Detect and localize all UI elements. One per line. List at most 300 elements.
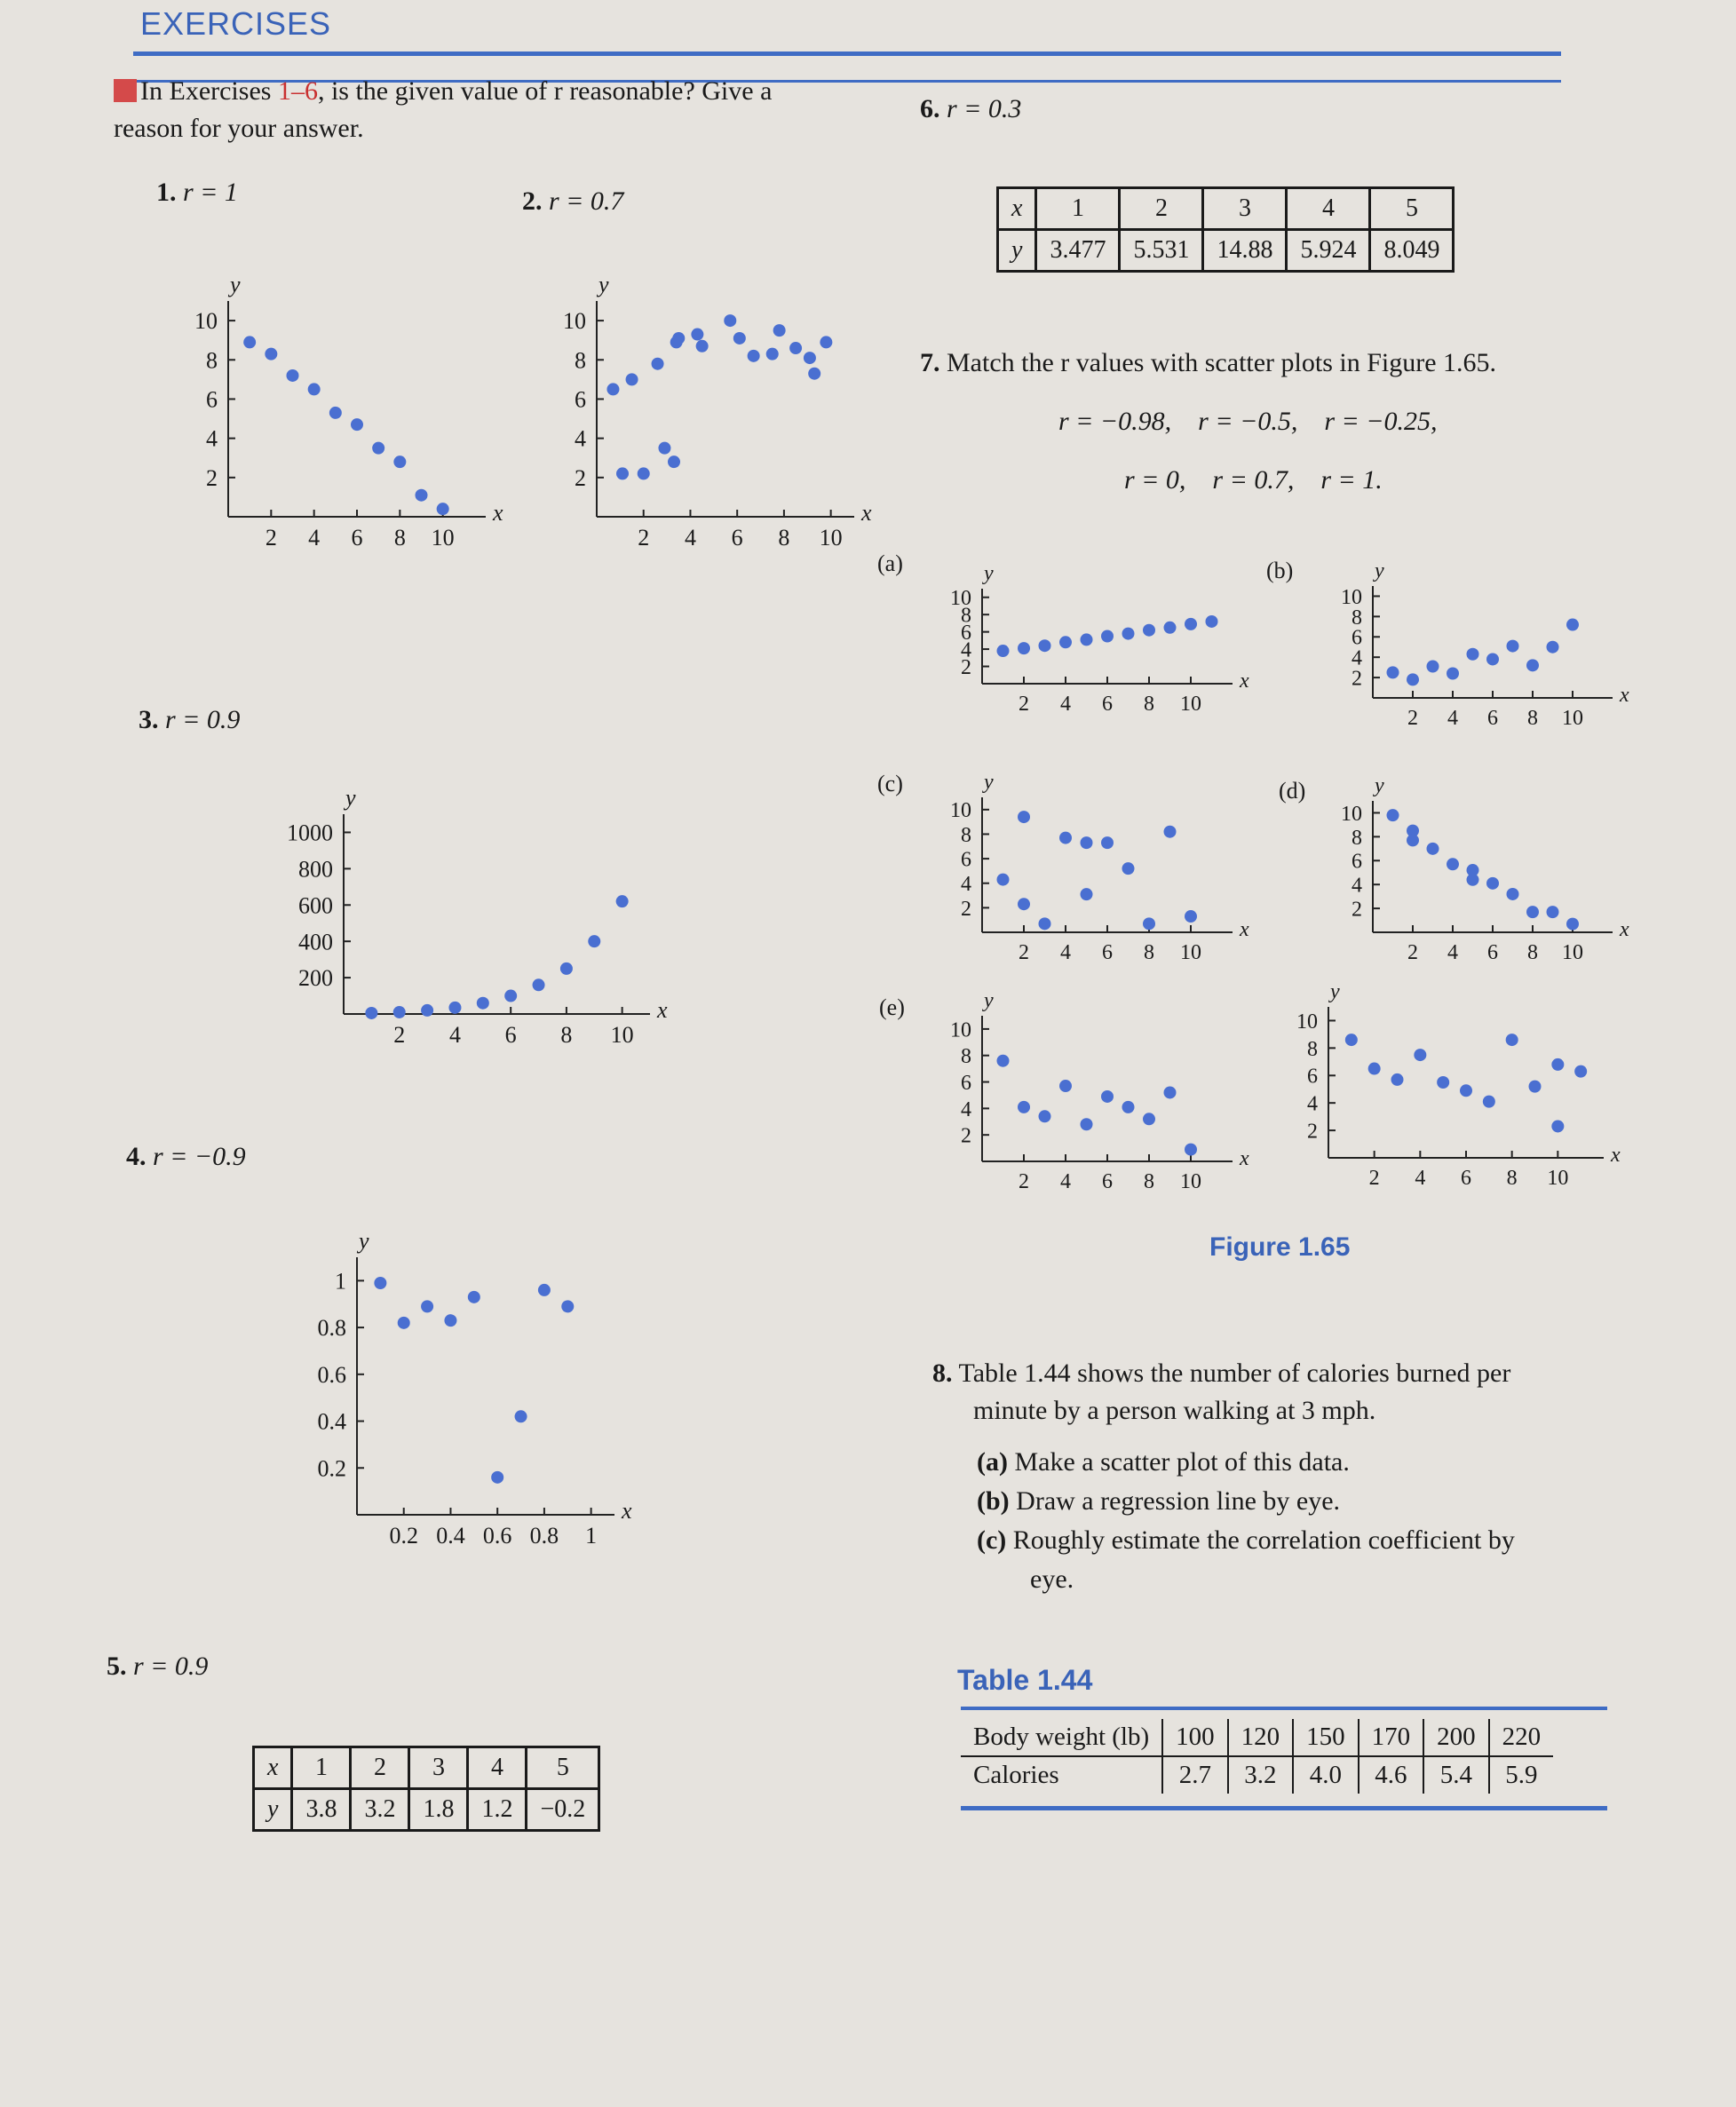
plot-ex1-x-tick-label: 8 bbox=[393, 525, 406, 551]
plot-ex2-point bbox=[733, 332, 746, 345]
plot-ex3-x-tick-label: 4 bbox=[448, 1022, 461, 1048]
ex5-x-cell: 3 bbox=[409, 1747, 468, 1789]
plot-ex1-point bbox=[308, 383, 321, 395]
plot-a-point bbox=[1018, 642, 1030, 654]
plot-ex2-point bbox=[808, 368, 820, 380]
plot-b-y-tick-label: 6 bbox=[1352, 626, 1362, 650]
plot-ex2-point bbox=[748, 350, 760, 362]
plot-ex2-point bbox=[789, 342, 802, 354]
plot-ex1-x-tick-label: 4 bbox=[308, 525, 321, 551]
plot-e-point bbox=[997, 1055, 1010, 1067]
plot-ex4-point bbox=[561, 1300, 574, 1312]
plot-b-x-tick-label: 10 bbox=[1562, 707, 1583, 730]
plot-ex2-point bbox=[724, 314, 736, 327]
plot-ex3-y-tick-label: 800 bbox=[298, 856, 333, 883]
ex6-x-cell: 4 bbox=[1287, 188, 1370, 230]
plot-ex2-x-tick-label: 2 bbox=[638, 525, 650, 551]
plot-b-x-axis-label: x bbox=[1620, 684, 1629, 707]
plot-ex1-x-tick-label: 2 bbox=[265, 525, 277, 551]
plot-ex2-point bbox=[670, 336, 683, 348]
plot-f-point bbox=[1574, 1065, 1587, 1078]
plot-ex3-point bbox=[533, 978, 545, 991]
plot-f-y-axis-label: y bbox=[1330, 980, 1340, 1003]
plot-f-y-tick-label: 10 bbox=[1296, 1010, 1318, 1034]
plot-d-x-tick-label: 4 bbox=[1447, 941, 1458, 964]
plot-e-y-tick-label: 8 bbox=[961, 1045, 971, 1069]
plot-ex3-y-tick-label: 600 bbox=[298, 892, 333, 919]
plot-f-y-tick-label: 2 bbox=[1307, 1120, 1318, 1144]
ex5-y-cell: 3.2 bbox=[351, 1789, 409, 1831]
ex7-text: 7. Match the r values with scatter plots in Figure 1.65. bbox=[920, 348, 1497, 377]
plot-ex3-x-tick-label: 2 bbox=[393, 1022, 406, 1048]
table-caption: Table 1.44 bbox=[957, 1664, 1093, 1696]
plot-ex4-point bbox=[515, 1410, 527, 1422]
ex6-y-cell: 8.049 bbox=[1370, 230, 1454, 272]
plot-ex2-point bbox=[820, 336, 832, 348]
plot-ex4-point bbox=[398, 1317, 410, 1329]
plot-c-point bbox=[1122, 862, 1135, 875]
panel-label-c: (c) bbox=[877, 771, 903, 796]
plot-ex2-point bbox=[652, 358, 664, 370]
plot-b-point bbox=[1507, 640, 1519, 653]
plot-c-x-tick-label: 10 bbox=[1180, 941, 1201, 964]
plot-ex2-x-tick-label: 4 bbox=[684, 525, 696, 551]
plot-ex3-y-tick-label: 1000 bbox=[287, 820, 333, 846]
plot-b-x-tick-label: 8 bbox=[1527, 707, 1538, 730]
plot-a-point bbox=[1206, 615, 1218, 628]
plot-b-x-tick-label: 6 bbox=[1487, 707, 1498, 730]
plot-ex3-point bbox=[504, 990, 517, 1002]
plot-ex3-point bbox=[560, 962, 573, 975]
ex5-y-cell: −0.2 bbox=[527, 1789, 599, 1831]
plot-ex2-y-tick-label: 4 bbox=[575, 425, 586, 452]
plot-f-point bbox=[1414, 1049, 1426, 1061]
plot-ex2-point bbox=[658, 442, 670, 455]
ex7-r-values-2: r = 0, r = 0.7, r = 1. bbox=[1124, 465, 1383, 495]
plot-a-point bbox=[1122, 628, 1135, 640]
plot-ex3-point bbox=[448, 1002, 461, 1014]
plot-ex1-point bbox=[329, 407, 342, 419]
plot-ex1-point bbox=[243, 336, 256, 348]
panel-label-d: (d) bbox=[1279, 778, 1306, 804]
calorie-cell: 5.9 bbox=[1489, 1756, 1554, 1794]
plot-f-point bbox=[1483, 1096, 1495, 1108]
plot-c-point bbox=[1059, 832, 1072, 844]
plot-b-point bbox=[1447, 668, 1459, 680]
plot-f-point bbox=[1460, 1084, 1472, 1097]
plot-ex1-x-axis-label: x bbox=[493, 500, 503, 526]
plot-ex1-point bbox=[372, 442, 384, 455]
plot-ex3-point bbox=[365, 1007, 377, 1019]
plot-ex4-point bbox=[374, 1277, 386, 1289]
plot-ex3-x-tick-label: 6 bbox=[504, 1022, 517, 1048]
plot-f-point bbox=[1345, 1034, 1358, 1046]
plot-a-point bbox=[1039, 639, 1051, 652]
plot-ex4-y-tick-label: 0.6 bbox=[317, 1361, 346, 1388]
ex2-label: 2. r = 0.7 bbox=[522, 186, 624, 216]
calorie-cell: 3.2 bbox=[1228, 1756, 1294, 1794]
plot-ex4-y-tick-label: 1 bbox=[335, 1268, 346, 1295]
plot-ex3-y-tick-label: 200 bbox=[298, 965, 333, 992]
plot-e-y-tick-label: 4 bbox=[961, 1097, 971, 1121]
plot-c-y-tick-label: 2 bbox=[961, 897, 971, 921]
plot-ex2-x-tick-label: 10 bbox=[819, 525, 843, 551]
ex6-x-cell: 3 bbox=[1203, 188, 1287, 230]
plot-b-point bbox=[1387, 666, 1399, 678]
plot-ex3-x-tick-label: 8 bbox=[560, 1022, 573, 1048]
plot-e-point bbox=[1143, 1113, 1155, 1125]
plot-b-point bbox=[1566, 619, 1579, 631]
plot-ex4-x-tick-label: 0.4 bbox=[436, 1523, 465, 1549]
table-top-rule bbox=[961, 1707, 1607, 1710]
table-1-44 bbox=[961, 1719, 1553, 1794]
plot-d-point bbox=[1447, 858, 1459, 870]
plot-ex4-x-tick-label: 0.6 bbox=[482, 1523, 512, 1549]
plot-f-x-tick-label: 2 bbox=[1368, 1167, 1380, 1190]
panel-label-b: (b) bbox=[1266, 558, 1294, 583]
plot-e-point bbox=[1164, 1086, 1177, 1098]
plot-ex3-point bbox=[477, 997, 489, 1010]
plot-ex4-x-tick-label: 1 bbox=[585, 1523, 598, 1549]
plot-f-point bbox=[1437, 1076, 1449, 1089]
plot-a-y-tick-label: 4 bbox=[961, 638, 971, 662]
plot-b-point bbox=[1526, 659, 1539, 671]
exercise-range-link[interactable]: 1–6 bbox=[277, 76, 318, 106]
plot-d-y-tick-label: 6 bbox=[1352, 850, 1362, 874]
plot-ex2-x-tick-label: 8 bbox=[778, 525, 790, 551]
plot-c-point bbox=[1143, 917, 1155, 930]
plot-d-x-tick-label: 6 bbox=[1487, 941, 1498, 964]
row-label-calories: Calories bbox=[973, 1761, 1059, 1789]
plot-c-point bbox=[1185, 910, 1197, 923]
plot-a-point bbox=[1164, 622, 1177, 634]
plot-ex1-point bbox=[351, 418, 363, 431]
calorie-cell: 4.6 bbox=[1359, 1756, 1424, 1794]
plot-b-point bbox=[1467, 648, 1479, 661]
ex6-y-cell: 3.477 bbox=[1036, 230, 1120, 272]
plot-c-point bbox=[1081, 836, 1093, 849]
plot-e-x-tick-label: 2 bbox=[1019, 1170, 1029, 1193]
weight-cell: 220 bbox=[1489, 1719, 1554, 1756]
plot-ex4-point bbox=[538, 1284, 551, 1296]
plot-f-y-tick-label: 4 bbox=[1307, 1092, 1318, 1116]
plot-f-x-tick-label: 4 bbox=[1415, 1167, 1426, 1190]
ex7-r-values-1: r = −0.98, r = −0.5, r = −0.25, bbox=[1058, 407, 1438, 436]
plot-ex2-y-tick-label: 2 bbox=[575, 464, 586, 491]
plot-a-point bbox=[1059, 636, 1072, 648]
ex6-y-cell: 5.531 bbox=[1120, 230, 1203, 272]
plot-b-y-axis-label: y bbox=[1375, 559, 1384, 582]
plot-ex1-y-tick-label: 8 bbox=[206, 347, 218, 374]
plot-d-y-tick-label: 4 bbox=[1352, 874, 1362, 898]
plot-e-x-tick-label: 10 bbox=[1180, 1170, 1201, 1193]
ex6-y-cell: 5.924 bbox=[1287, 230, 1370, 272]
plot-d-point bbox=[1467, 874, 1479, 886]
section-title: EXERCISES bbox=[140, 5, 332, 42]
ex3-label: 3. r = 0.9 bbox=[139, 705, 241, 734]
ex5-x-cell: 4 bbox=[468, 1747, 527, 1789]
plot-d-point bbox=[1526, 906, 1539, 918]
plot-ex4-point bbox=[468, 1291, 480, 1303]
plot-c-y-axis-label: y bbox=[984, 771, 994, 794]
plot-b-y-tick-label: 2 bbox=[1352, 667, 1362, 691]
row-label-weight: Body weight (lb) bbox=[961, 1719, 1162, 1756]
plot-c-y-tick-label: 6 bbox=[961, 848, 971, 872]
figure-caption: Figure 1.65 bbox=[1209, 1232, 1351, 1262]
plot-ex2-point bbox=[638, 467, 650, 479]
plot-e-point bbox=[1081, 1118, 1093, 1130]
plot-c-x-tick-label: 8 bbox=[1144, 941, 1154, 964]
plot-f-x-axis-label: x bbox=[1611, 1144, 1621, 1167]
plot-ex3-y-axis-label: y bbox=[345, 785, 356, 811]
weight-cell: 100 bbox=[1162, 1719, 1228, 1756]
ex6-x-cell: 5 bbox=[1370, 188, 1454, 230]
plot-ex1-x-tick-label: 6 bbox=[351, 525, 363, 551]
ex8-part-c: (c) Roughly estimate the correlation coefficient by bbox=[977, 1525, 1515, 1555]
plot-c-point bbox=[1018, 811, 1030, 823]
plot-ex1-y-tick-label: 4 bbox=[206, 425, 218, 452]
plot-e-x-tick-label: 6 bbox=[1102, 1170, 1113, 1193]
plot-ex3-point bbox=[616, 895, 629, 907]
plot-a-x-tick-label: 10 bbox=[1180, 693, 1201, 716]
plot-d-y-axis-label: y bbox=[1375, 774, 1384, 797]
plot-ex2-y-tick-label: 8 bbox=[575, 347, 586, 374]
plot-c-x-tick-label: 2 bbox=[1019, 941, 1029, 964]
plot-f-x-tick-label: 8 bbox=[1506, 1167, 1518, 1190]
plot-e-point bbox=[1018, 1101, 1030, 1113]
plot-ex4-point bbox=[421, 1300, 433, 1312]
plot-ex2-point bbox=[606, 383, 619, 395]
ex4-label: 4. r = −0.9 bbox=[126, 1142, 246, 1171]
plot-e-point bbox=[1122, 1101, 1135, 1113]
plot-b-y-tick-label: 8 bbox=[1352, 606, 1362, 630]
plot-ex2-point bbox=[626, 373, 638, 385]
plot-a-point bbox=[1081, 633, 1093, 646]
ex5-y-cell: 1.8 bbox=[409, 1789, 468, 1831]
plot-ex1-y-tick-label: 10 bbox=[194, 308, 218, 335]
ex6-label: 6. r = 0.3 bbox=[920, 94, 1022, 123]
plot-a-point bbox=[1101, 630, 1114, 643]
plot-ex4-y-axis-label: y bbox=[359, 1228, 369, 1254]
plot-ex1-point bbox=[287, 369, 299, 382]
plot-ex2-x-axis-label: x bbox=[861, 500, 872, 526]
plot-a-y-tick-label: 6 bbox=[961, 622, 971, 646]
ex5-y-header: y bbox=[254, 1789, 292, 1831]
plot-b-x-tick-label: 4 bbox=[1447, 707, 1458, 730]
plot-d-point bbox=[1507, 888, 1519, 900]
plot-d-x-tick-label: 10 bbox=[1562, 941, 1583, 964]
ex8-part-c-2: eye. bbox=[1030, 1564, 1074, 1594]
ex5-y-cell: 3.8 bbox=[292, 1789, 351, 1831]
ex8-part-b: (b) Draw a regression line by eye. bbox=[977, 1486, 1341, 1516]
plot-c-point bbox=[1101, 836, 1114, 849]
calorie-cell: 4.0 bbox=[1293, 1756, 1359, 1794]
ex8-part-a: (a) Make a scatter plot of this data. bbox=[977, 1447, 1350, 1477]
plot-b-y-tick-label: 10 bbox=[1341, 585, 1362, 609]
plot-e-point bbox=[1101, 1090, 1114, 1103]
ex1-label: 1. r = 1 bbox=[156, 178, 238, 207]
plot-b-x-tick-label: 2 bbox=[1407, 707, 1418, 730]
plot-e-point bbox=[1059, 1080, 1072, 1092]
plot-f-point bbox=[1368, 1063, 1381, 1075]
plot-a-point bbox=[1143, 624, 1155, 637]
ex6-table bbox=[996, 186, 1455, 273]
plot-e-y-axis-label: y bbox=[984, 989, 994, 1012]
plot-ex2-point bbox=[696, 340, 709, 352]
plot-f-point bbox=[1506, 1034, 1518, 1046]
plot-ex3-x-tick-label: 10 bbox=[610, 1022, 634, 1048]
plot-d-x-axis-label: x bbox=[1620, 918, 1629, 941]
plot-e-x-tick-label: 4 bbox=[1060, 1170, 1071, 1193]
plot-d-point bbox=[1547, 906, 1559, 918]
weight-cell: 150 bbox=[1293, 1719, 1359, 1756]
plot-e-x-axis-label: x bbox=[1240, 1147, 1249, 1170]
ex5-table bbox=[252, 1746, 600, 1832]
plot-ex3-x-axis-label: x bbox=[657, 997, 668, 1023]
plot-a-point bbox=[997, 645, 1010, 657]
ex5-x-cell: 5 bbox=[527, 1747, 599, 1789]
plot-c-x-tick-label: 6 bbox=[1102, 941, 1113, 964]
plot-d-x-tick-label: 2 bbox=[1407, 941, 1418, 964]
plot-ex2-point bbox=[668, 455, 680, 468]
plot-ex3-point bbox=[421, 1004, 433, 1017]
plot-ex2-y-axis-label: y bbox=[598, 272, 609, 297]
plot-a-x-axis-label: x bbox=[1240, 669, 1249, 693]
plot-b-point bbox=[1486, 653, 1499, 665]
calorie-cell: 5.4 bbox=[1423, 1756, 1489, 1794]
ex5-x-header: x bbox=[254, 1747, 292, 1789]
ex6-x-cell: 2 bbox=[1120, 188, 1203, 230]
plot-ex1-y-tick-label: 2 bbox=[206, 464, 218, 491]
plot-ex4-x-tick-label: 0.8 bbox=[529, 1523, 559, 1549]
plot-ex1-point bbox=[437, 503, 449, 515]
plot-c-x-axis-label: x bbox=[1240, 918, 1249, 941]
plot-ex3-point bbox=[393, 1006, 406, 1018]
plot-d-point bbox=[1566, 918, 1579, 931]
plot-f-y-tick-label: 8 bbox=[1307, 1037, 1318, 1061]
ex6-y-cell: 14.88 bbox=[1203, 230, 1287, 272]
plot-e-point bbox=[1185, 1144, 1197, 1156]
plot-ex1-y-axis-label: y bbox=[230, 272, 241, 297]
plot-f-point bbox=[1391, 1073, 1404, 1086]
plot-ex2-x-tick-label: 6 bbox=[731, 525, 743, 551]
plot-a-point bbox=[1185, 618, 1197, 630]
ex5-label: 5. r = 0.9 bbox=[107, 1652, 209, 1681]
plot-ex2-point bbox=[616, 467, 629, 479]
plot-c-y-tick-label: 4 bbox=[961, 873, 971, 897]
plot-ex1-y-tick-label: 6 bbox=[206, 386, 218, 413]
plot-f-point bbox=[1551, 1058, 1564, 1071]
plot-b-point bbox=[1427, 660, 1439, 672]
plot-a-y-axis-label: y bbox=[984, 562, 994, 585]
plot-ex4-y-tick-label: 0.8 bbox=[317, 1315, 346, 1342]
plot-a-x-tick-label: 6 bbox=[1102, 693, 1113, 716]
plot-ex1-point bbox=[265, 348, 277, 360]
ex5-x-cell: 1 bbox=[292, 1747, 351, 1789]
weight-cell: 120 bbox=[1228, 1719, 1294, 1756]
plot-d-point bbox=[1387, 809, 1399, 821]
plot-e-point bbox=[1039, 1110, 1051, 1122]
panel-label-a: (a) bbox=[877, 551, 903, 576]
weight-cell: 170 bbox=[1359, 1719, 1424, 1756]
ex5-x-cell: 2 bbox=[351, 1747, 409, 1789]
plot-b-point bbox=[1407, 673, 1419, 685]
plot-c-point bbox=[1018, 898, 1030, 910]
ex6-x-header: x bbox=[998, 188, 1036, 230]
plot-a-y-tick-label: 10 bbox=[950, 587, 971, 611]
plot-f-y-tick-label: 6 bbox=[1307, 1065, 1318, 1089]
plot-d-y-tick-label: 2 bbox=[1352, 898, 1362, 922]
plot-ex1-point bbox=[416, 489, 428, 502]
intro-text: In Exercises 1–6, is the given value of r reasonable? Give a reason for your answer. bbox=[114, 76, 773, 143]
ex6-y-header: y bbox=[998, 230, 1036, 272]
plot-a-x-tick-label: 8 bbox=[1144, 693, 1154, 716]
plot-d-point bbox=[1407, 834, 1419, 846]
plot-d-point bbox=[1427, 843, 1439, 855]
plot-f-x-tick-label: 6 bbox=[1461, 1167, 1471, 1190]
plot-a-y-tick-label: 2 bbox=[961, 655, 971, 679]
plot-c-point bbox=[997, 874, 1010, 886]
plot-ex1-x-tick-label: 10 bbox=[431, 525, 455, 551]
panel-label-e: (e) bbox=[879, 994, 905, 1020]
plot-ex3-y-tick-label: 400 bbox=[298, 929, 333, 955]
plot-ex4-y-tick-label: 0.4 bbox=[317, 1408, 346, 1435]
plot-c-point bbox=[1164, 826, 1177, 838]
plot-f-point bbox=[1551, 1120, 1564, 1132]
plot-c-y-tick-label: 8 bbox=[961, 823, 971, 847]
plot-ex4-y-tick-label: 0.2 bbox=[317, 1455, 346, 1482]
ex8-text-1: 8. Table 1.44 shows the number of calories burned per bbox=[932, 1358, 1511, 1388]
plot-a-y-tick-label: 8 bbox=[961, 604, 971, 628]
plot-d-y-tick-label: 8 bbox=[1352, 826, 1362, 850]
plot-ex2-point bbox=[804, 352, 816, 364]
plot-ex4-x-axis-label: x bbox=[622, 1498, 632, 1524]
ex8-text-2: minute by a person walking at 3 mph. bbox=[973, 1396, 1376, 1425]
plot-ex3-point bbox=[588, 935, 600, 947]
plot-ex2-point bbox=[691, 329, 703, 341]
plot-c-x-tick-label: 4 bbox=[1060, 941, 1071, 964]
plot-e-y-tick-label: 2 bbox=[961, 1124, 971, 1148]
plot-c-point bbox=[1039, 917, 1051, 930]
ex6-x-cell: 1 bbox=[1036, 188, 1120, 230]
plot-d-y-tick-label: 10 bbox=[1341, 802, 1362, 826]
calorie-cell: 2.7 bbox=[1162, 1756, 1228, 1794]
plot-b-y-tick-label: 4 bbox=[1352, 646, 1362, 670]
plot-e-x-tick-label: 8 bbox=[1144, 1170, 1154, 1193]
plot-ex4-point bbox=[444, 1314, 456, 1327]
plot-c-y-tick-label: 10 bbox=[950, 799, 971, 823]
ex5-y-cell: 1.2 bbox=[468, 1789, 527, 1831]
plot-d-x-tick-label: 8 bbox=[1527, 941, 1538, 964]
plot-e-y-tick-label: 10 bbox=[950, 1018, 971, 1042]
plot-ex2-y-tick-label: 6 bbox=[575, 386, 586, 413]
plot-ex1-point bbox=[393, 455, 406, 468]
plot-d-point bbox=[1486, 877, 1499, 890]
plot-ex4-point bbox=[491, 1471, 503, 1484]
plot-ex2-point bbox=[766, 348, 779, 360]
plot-e-y-tick-label: 6 bbox=[961, 1071, 971, 1095]
table-bottom-rule bbox=[961, 1806, 1607, 1810]
plot-f-point bbox=[1529, 1081, 1542, 1093]
plot-ex2-y-tick-label: 10 bbox=[563, 308, 586, 335]
plot-b-point bbox=[1547, 641, 1559, 653]
plot-c-point bbox=[1081, 888, 1093, 900]
plot-ex2-point bbox=[773, 324, 786, 337]
plot-ex4-x-tick-label: 0.2 bbox=[389, 1523, 418, 1549]
weight-cell: 200 bbox=[1423, 1719, 1489, 1756]
plot-a-x-tick-label: 4 bbox=[1060, 693, 1071, 716]
plot-a-x-tick-label: 2 bbox=[1019, 693, 1029, 716]
